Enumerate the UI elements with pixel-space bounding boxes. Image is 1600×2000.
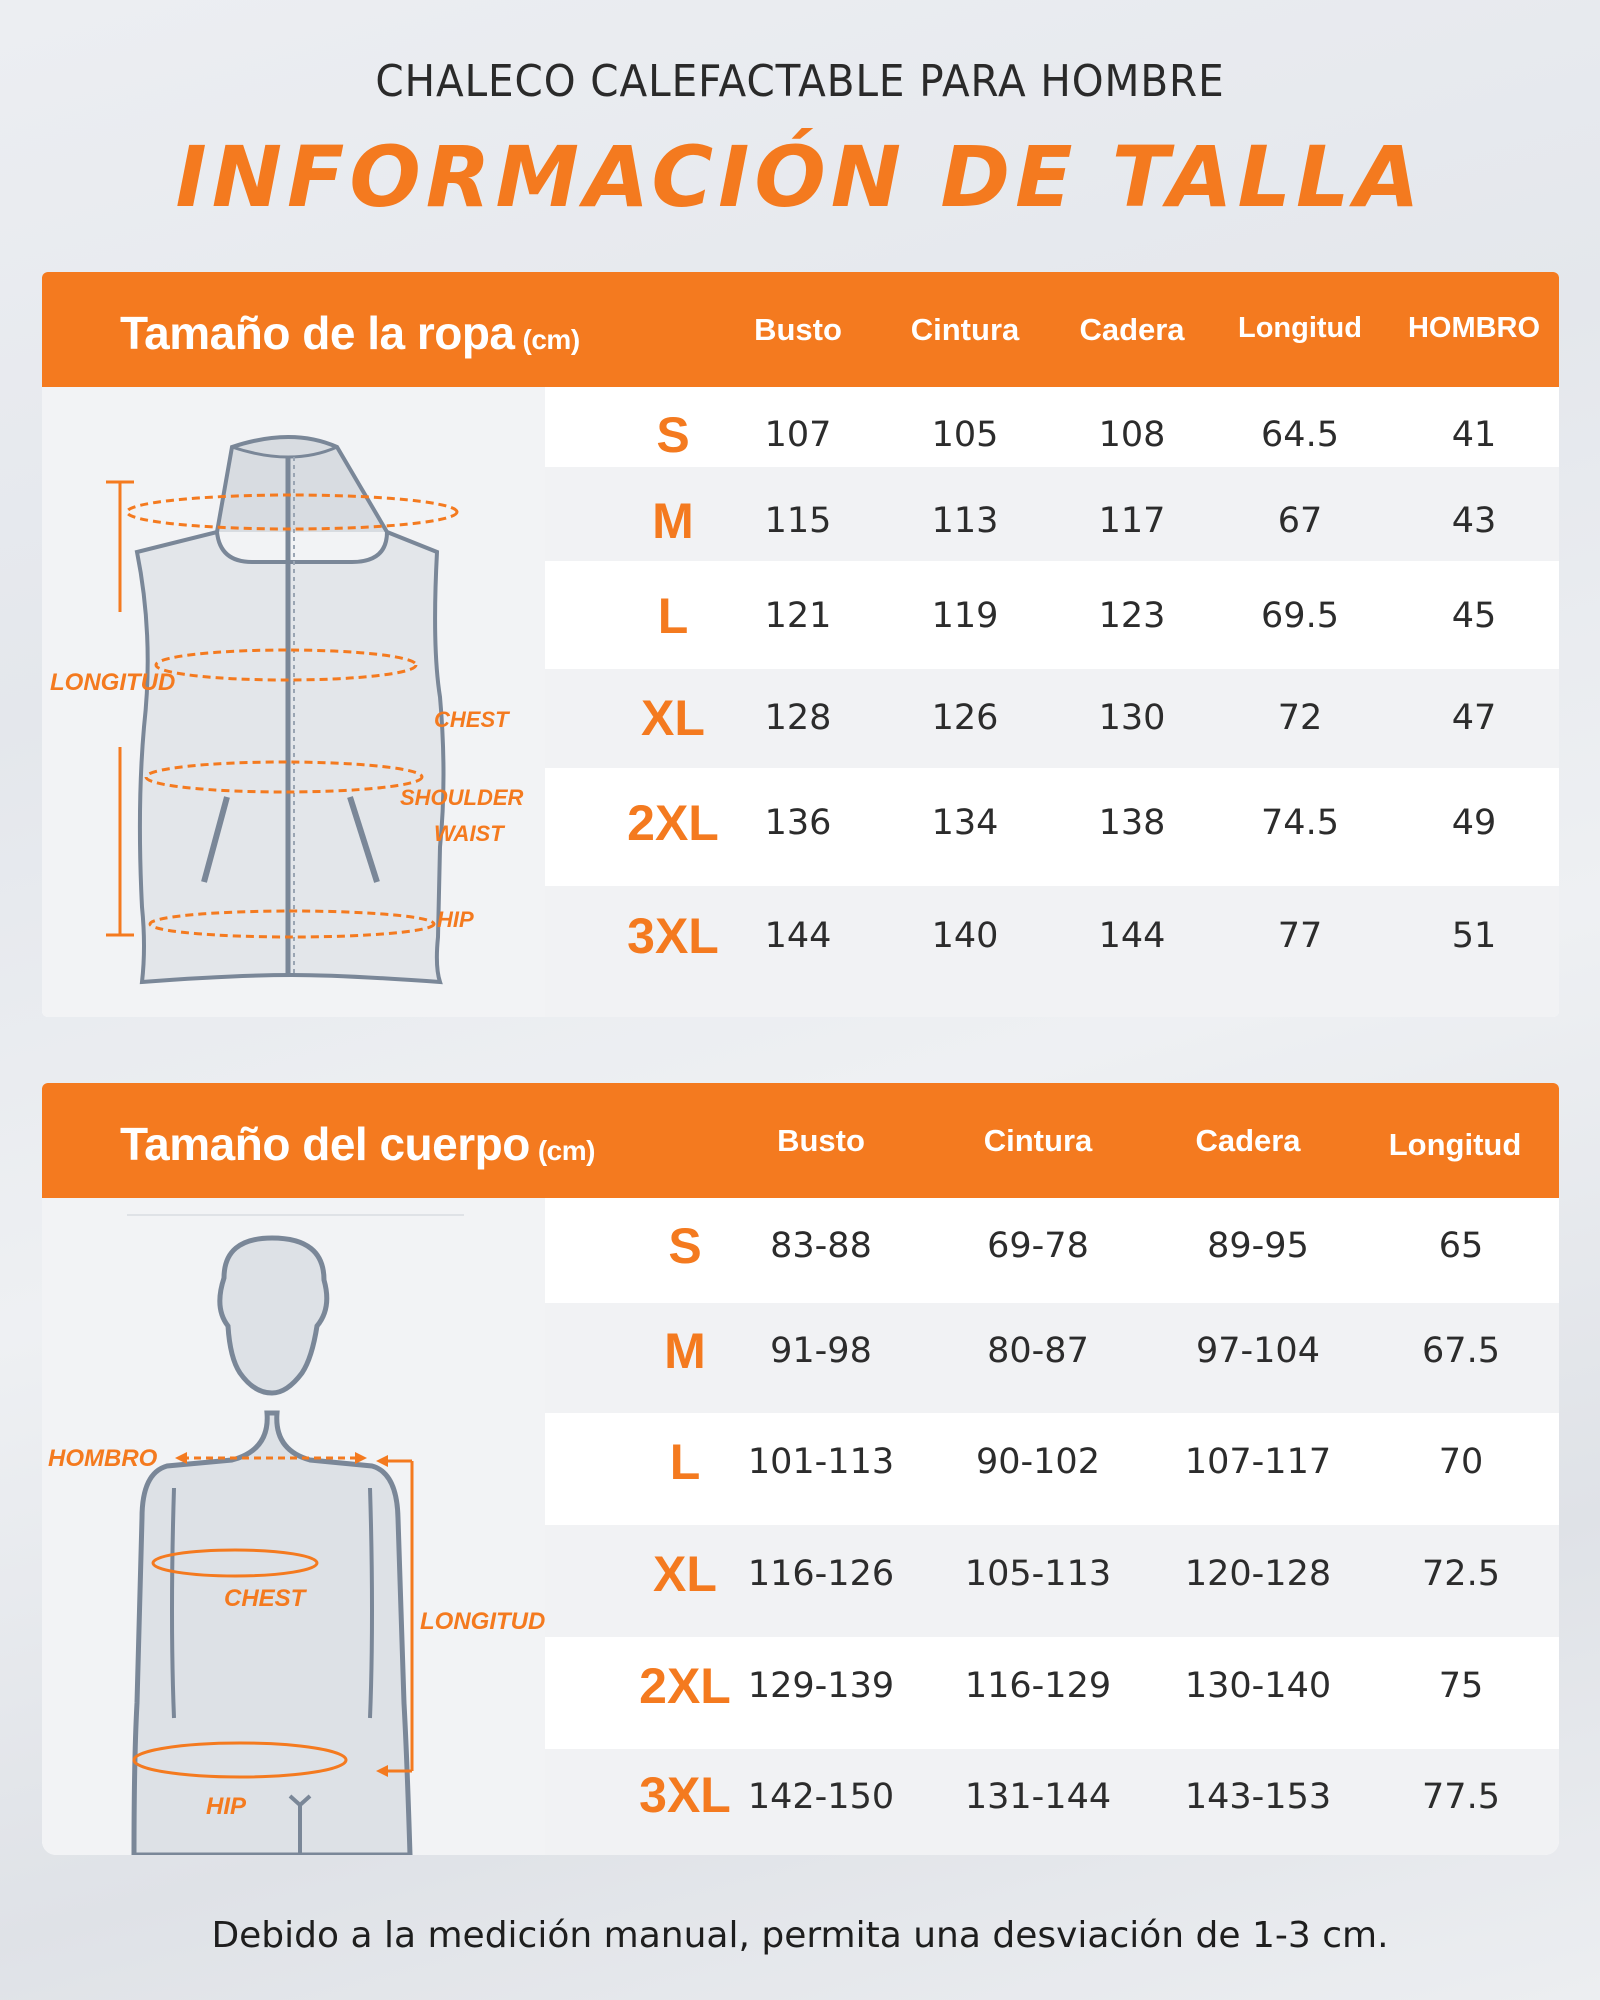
body-table-title: Tamaño del cuerpo (cm) [120, 1118, 595, 1170]
table-cell: 128 [764, 698, 832, 738]
table-cell: 131-144 [964, 1777, 1112, 1817]
vest-label-chest: CHEST [434, 707, 509, 732]
vest-label-length: LONGITUD [50, 669, 176, 696]
table-cell: 107 [764, 415, 832, 455]
table-cell: 97-104 [1196, 1331, 1320, 1371]
table-row [545, 1198, 1559, 1303]
table-cell: 134 [931, 803, 999, 843]
table-cell: 129-139 [747, 1666, 895, 1706]
body-table-header [42, 1083, 1559, 1198]
table-cell: 117 [1098, 501, 1166, 541]
table-cell: 69-78 [987, 1226, 1089, 1266]
table-row [545, 1749, 1559, 1855]
size-label: 3XL [627, 908, 719, 964]
head-outline [220, 1238, 327, 1393]
table-cell: 80-87 [987, 1331, 1089, 1371]
table-cell: 143-153 [1184, 1777, 1332, 1817]
table-row [545, 1413, 1559, 1525]
table-cell: 43 [1451, 501, 1497, 541]
size-label: S [656, 407, 690, 463]
table-cell: 105-113 [964, 1554, 1112, 1594]
body-illustration [42, 1198, 545, 1855]
table-cell: 108 [1098, 415, 1166, 455]
table-cell: 116-126 [747, 1554, 895, 1594]
vest-illustration [42, 387, 545, 1017]
table-cell: 138 [1098, 803, 1166, 843]
table-cell: 70 [1438, 1442, 1484, 1482]
table-cell: 105 [931, 415, 999, 455]
table-cell: 113 [931, 501, 999, 541]
body-outline [134, 1413, 410, 1855]
table-cell: 67 [1277, 501, 1323, 541]
size-label: 3XL [639, 1767, 731, 1823]
table-cell: 130 [1098, 698, 1166, 738]
table-row [545, 561, 1559, 669]
table-cell: 136 [764, 803, 832, 843]
table-cell: 89-95 [1207, 1226, 1309, 1266]
body-label-length: LONGITUD [420, 1608, 545, 1635]
size-label: 2XL [627, 795, 719, 851]
vest-measurement-diagram [42, 387, 545, 1017]
clothing-table-title: Tamaño de la ropa (cm) [120, 307, 580, 359]
column-header-busto: Busto [754, 312, 842, 347]
table-cell: 101-113 [747, 1442, 895, 1482]
table-row [545, 1303, 1559, 1413]
table-row [545, 886, 1559, 1017]
table-cell: 47 [1451, 698, 1497, 738]
table-cell: 126 [931, 698, 999, 738]
column-header-busto: Busto [777, 1123, 865, 1158]
table-cell: 67.5 [1422, 1331, 1500, 1371]
unit-label: (cm) [522, 324, 580, 355]
clothing-table-header [42, 272, 1559, 387]
table-cell: 116-129 [964, 1666, 1112, 1706]
size-label: 2XL [639, 1658, 731, 1714]
table-row [545, 467, 1559, 561]
table-cell: 72 [1277, 698, 1323, 738]
table-cell: 120-128 [1184, 1554, 1332, 1594]
table-cell: 72.5 [1422, 1554, 1500, 1594]
table-cell: 123 [1098, 596, 1166, 636]
body-label-chest: CHEST [224, 1585, 306, 1612]
table-row [545, 768, 1559, 886]
table-cell: 144 [764, 916, 832, 956]
body-label-shoulder: HOMBRO [48, 1445, 158, 1472]
table-cell: 41 [1451, 415, 1497, 455]
table-cell: 45 [1451, 596, 1497, 636]
table-cell: 51 [1451, 916, 1497, 956]
table-cell: 65 [1438, 1226, 1484, 1266]
vest-label-shoulder: SHOULDER [400, 785, 524, 810]
table-cell: 49 [1451, 803, 1497, 843]
table-cell: 74.5 [1261, 803, 1339, 843]
vest-label-hip: HIP [437, 907, 474, 932]
size-label: M [652, 493, 694, 549]
column-header-cintura: Cintura [983, 1123, 1093, 1158]
body-measurement-diagram [42, 1198, 545, 1855]
page-subtitle: CHALECO CALEFACTABLE PARA HOMBRE [375, 56, 1225, 107]
column-header-cintura: Cintura [910, 312, 1020, 347]
table-cell: 77.5 [1422, 1777, 1500, 1817]
size-label: S [668, 1218, 702, 1274]
size-label: XL [653, 1546, 717, 1602]
body-size-panel [42, 1083, 1559, 1855]
table-cell: 115 [764, 501, 832, 541]
table-cell: 144 [1098, 916, 1166, 956]
unit-label: (cm) [537, 1135, 595, 1166]
column-header-longitud: Longitud [1237, 312, 1362, 344]
size-label: XL [641, 690, 705, 746]
table-cell: 64.5 [1261, 415, 1339, 455]
column-header-hombro: HOMBRO [1407, 312, 1541, 344]
table-row [545, 387, 1559, 467]
column-header-longitud: Longitud [1388, 1127, 1522, 1162]
table-row [545, 669, 1559, 768]
table-row [545, 1525, 1559, 1637]
table-cell: 91-98 [770, 1331, 872, 1371]
table-cell: 75 [1438, 1666, 1484, 1706]
footer-note: Debido a la medición manual, permita una desviación de 1-3 cm. [211, 1915, 1389, 1956]
table-cell: 69.5 [1261, 596, 1339, 636]
table-cell: 83-88 [770, 1226, 872, 1266]
size-label: L [657, 588, 689, 644]
table-cell: 77 [1277, 916, 1323, 956]
column-header-cadera: Cadera [1079, 312, 1185, 347]
table-cell: 107-117 [1184, 1442, 1332, 1482]
page-title: INFORMACIÓN DE TALLA [175, 128, 1425, 226]
body-label-hip: HIP [206, 1793, 247, 1820]
clothing-size-panel [42, 272, 1559, 1017]
size-label: L [669, 1434, 701, 1490]
column-header-cadera: Cadera [1195, 1123, 1301, 1158]
table-row [545, 1637, 1559, 1749]
table-cell: 121 [764, 596, 832, 636]
table-cell: 130-140 [1184, 1666, 1332, 1706]
size-label: M [664, 1323, 706, 1379]
table-cell: 119 [931, 596, 999, 636]
table-cell: 140 [931, 916, 999, 956]
table-cell: 90-102 [976, 1442, 1100, 1482]
table-cell: 142-150 [747, 1777, 895, 1817]
vest-label-waist: WAIST [434, 821, 504, 846]
